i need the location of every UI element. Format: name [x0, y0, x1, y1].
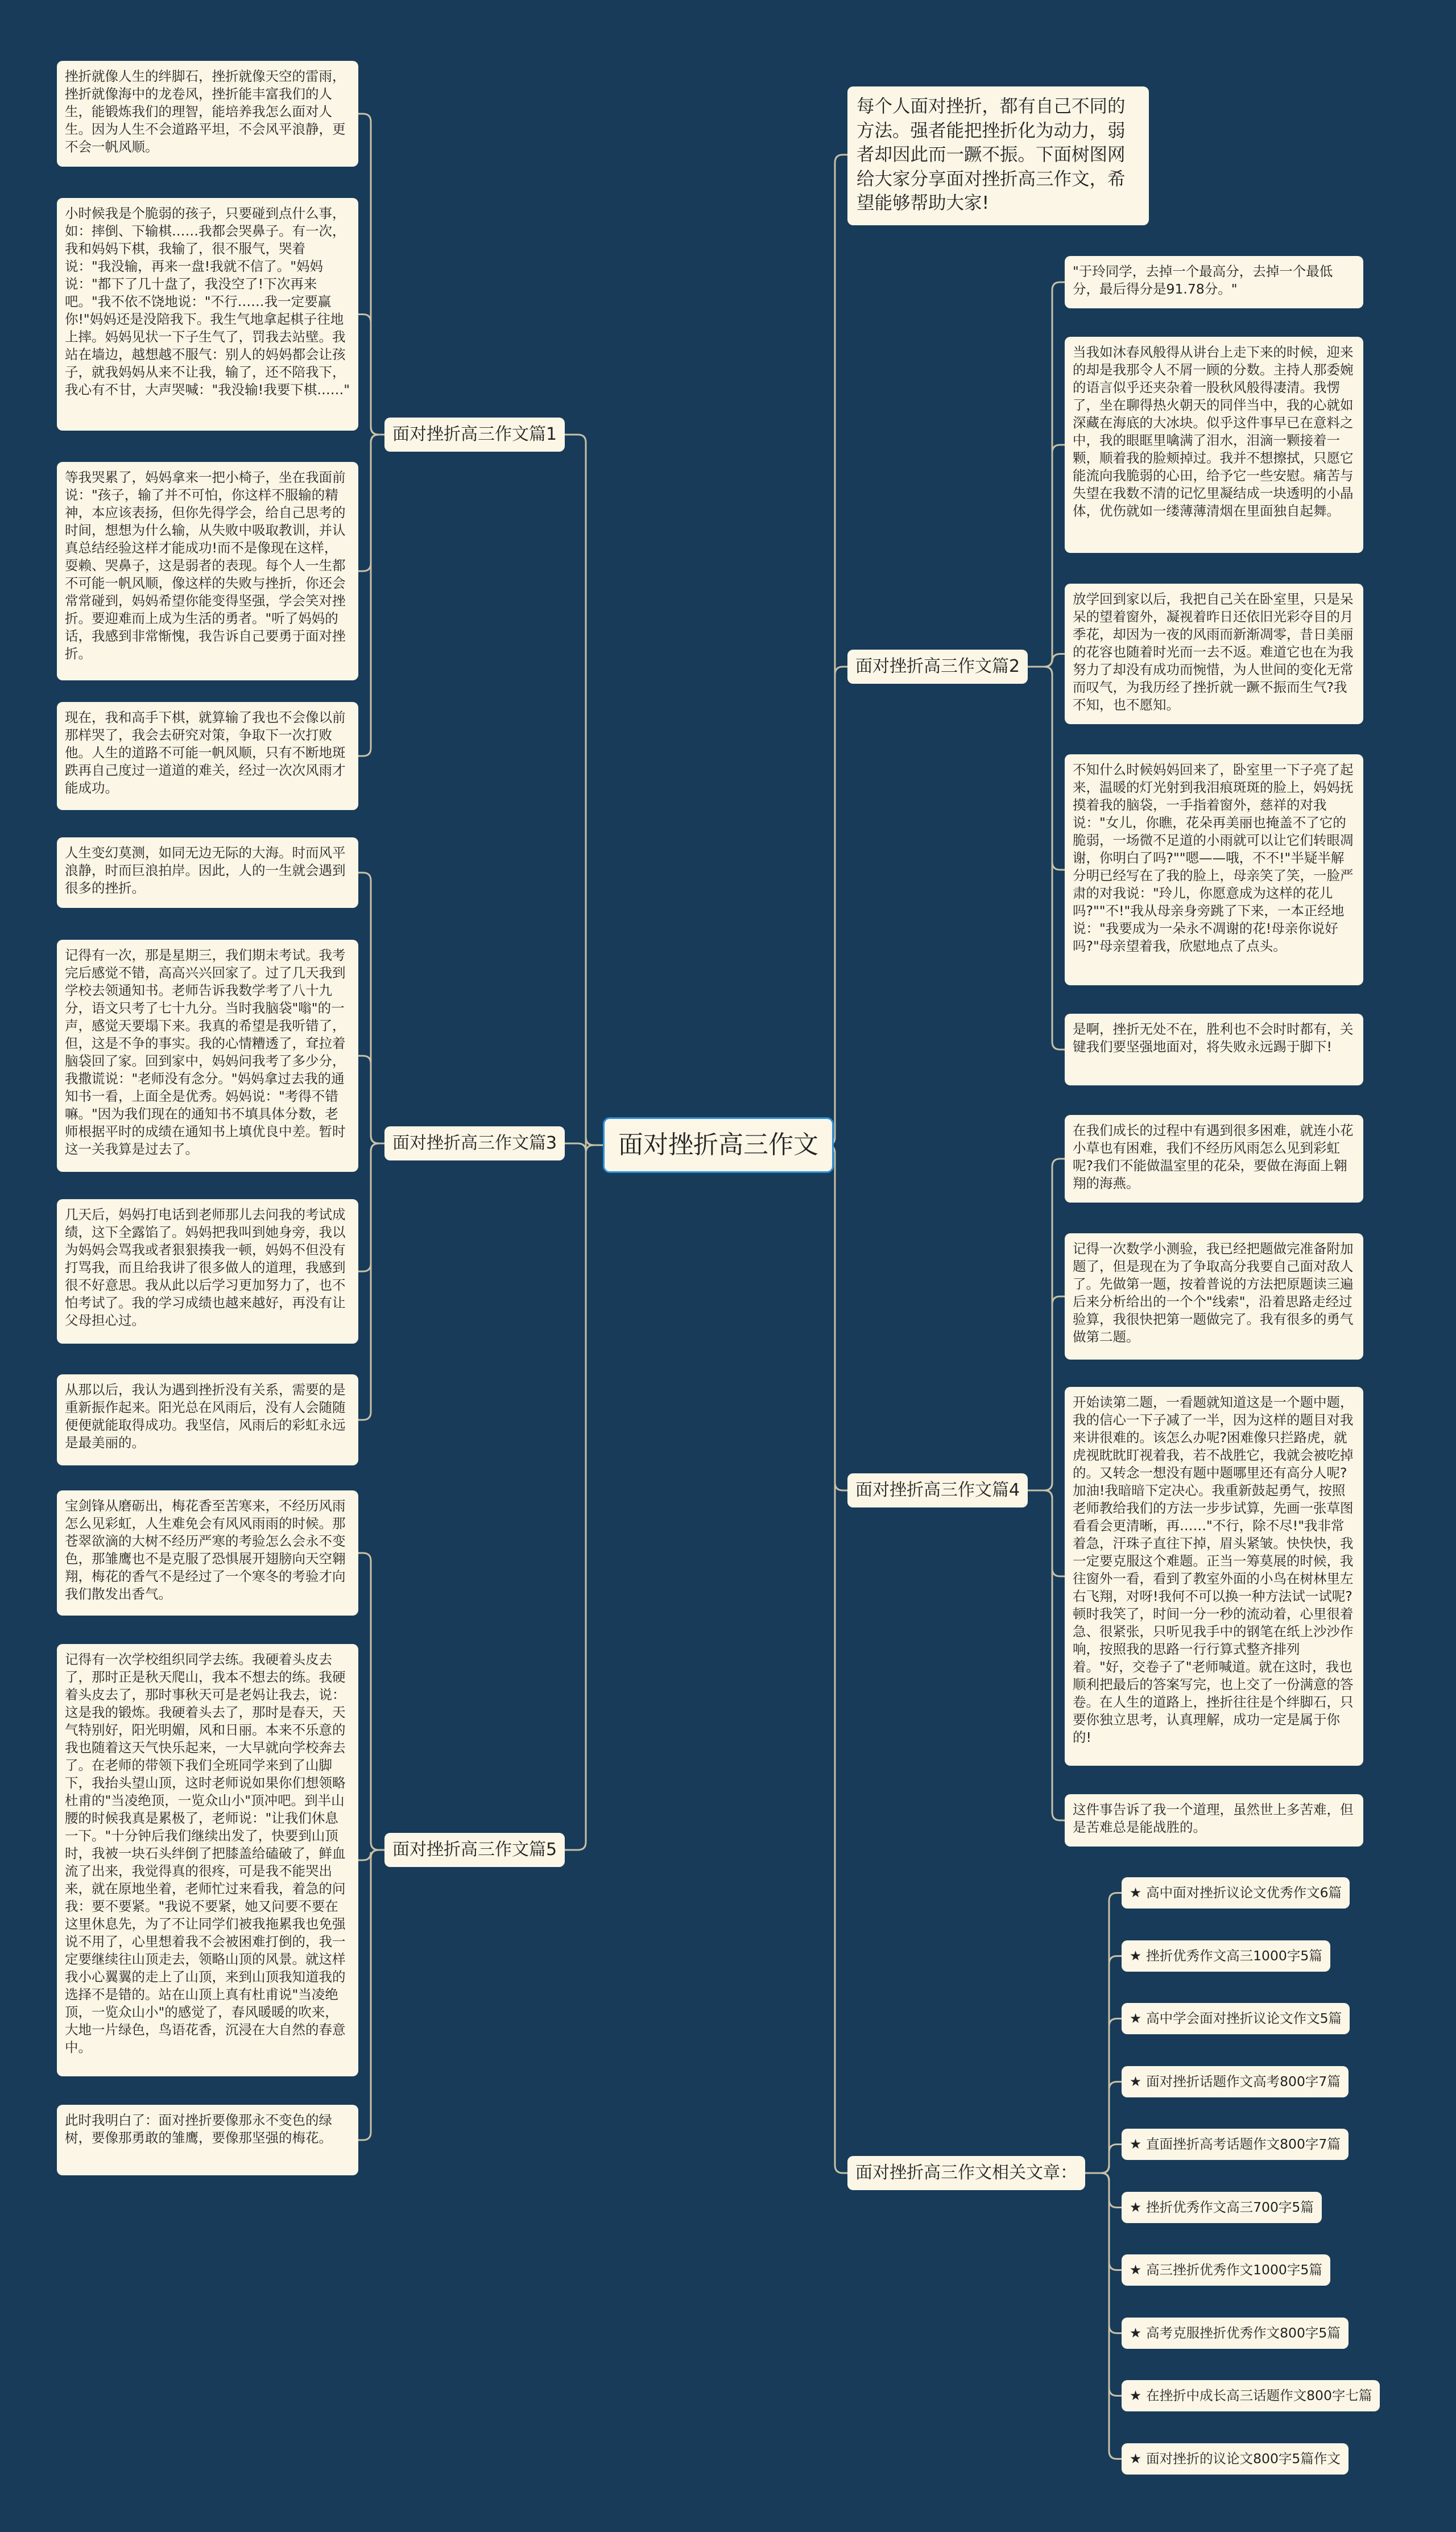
- star-icon: ★: [1130, 1885, 1142, 1901]
- star-icon: ★: [1130, 2136, 1142, 2152]
- leaf-connector: [1085, 2173, 1122, 2459]
- star-icon: ★: [1130, 2199, 1142, 2215]
- related-link-label: 直面挫折高考话题作文800字7篇: [1146, 2136, 1341, 2152]
- leaf-connector: [1085, 2173, 1122, 2333]
- branch-4-leaf-3: 开始读第二题，一看题就知道这是一个题中题，我的信心一下子减了一半，因为这样的题目对我来讲很难的。该怎么办呢?困难像只拦路虎，就虎视眈眈盯视着我，若不战胜它，我就会被吃掉的。又转念一想没有题中题哪里还有高分人呢?加油!我暗暗下定决心。我重新鼓起勇气，按照老师教给我们的方法一步步试算，先画一张草图看看会更清晰，再……"不行，除不尽!"我非常着急，汗珠子直往下掉，眉头紧皱。快快快，我一定要克服这个难题。正当一筹莫展的时候，我往窗外一看，看到了教室外面的小鸟在树林里左右飞翔，对呀!我何不可以换一种方法试一试呢?顿时我笑了，时间一分一秒的流动着，心里很着急、很紧张，只听见我手中的钢笔在纸上沙沙作响，按照我的思路一行行算式整齐排列着。"好，交卷子了"老师喊道。就在这时，我也顺利把最后的答案写完，也上交了一份满意的答卷。在人生的道路上，挫折往往是个绊脚石，只要你独立思考，认真理解，成功一定是属于你的!: [1065, 1387, 1363, 1766]
- leaf-connector: [1085, 1893, 1122, 2174]
- branch-2-leaf-3: 放学回到家以后，我把自己关在卧室里，只是呆呆的望着窗外，凝视着昨日还依旧光彩夺目的月季花，却因为一夜的风雨而新渐凋零，昔日美丽的花容也随着时光而一去不返。难道它也在为我努力了却没有成功而惋惜，为人世间的变化无常而叹气，为我历经了挫折就一蹶不振而生气?我不知，也不愿知。: [1065, 584, 1363, 724]
- leaf-connector: [358, 1850, 384, 2140]
- branch-1[interactable]: 面对挫折高三作文篇1: [384, 418, 565, 452]
- leaf-connector: [1085, 2173, 1122, 2396]
- related-link[interactable]: [1122, 2192, 1322, 2223]
- leaf-connector: [1085, 2173, 1122, 2208]
- leaf-connector: [1085, 2145, 1122, 2174]
- leaf-connector: [1085, 2173, 1122, 2270]
- leaf-connector: [358, 1553, 384, 1850]
- center-connector: [827, 667, 847, 1145]
- branch-5[interactable]: 面对挫折高三作文篇5: [384, 1833, 565, 1867]
- related-link-label: 高中面对挫折议论文优秀作文6篇: [1146, 1885, 1342, 1901]
- branch-2[interactable]: 面对挫折高三作文篇2: [847, 650, 1028, 684]
- branch-1-leaf-4: 现在，我和高手下棋，就算输了我也不会像以前那样哭了，我会去研究对策，争取下一次打败他。人生的道路不可能一帆风顺，只有不断地斑跌再自己度过一道道的难关，经过一次次风雨才能成功。: [57, 702, 358, 810]
- related-link[interactable]: [1122, 2254, 1330, 2286]
- related-branch[interactable]: 面对挫折高三作文相关文章：: [847, 2156, 1085, 2190]
- center-connector: [827, 155, 847, 1145]
- branch-2-leaf-5: 是啊，挫折无处不在，胜利也不会时时都有，关键我们要坚强地面对，将失败永远踢于脚下!: [1065, 1014, 1363, 1085]
- star-icon: ★: [1130, 2073, 1142, 2089]
- leaf-connector: [358, 315, 384, 435]
- branch-4-leaf-2: 记得一次数学小测验，我已经把题做完准备附加题了，但是现在为了争取高分我要自己面对敌人了。先做第一题，按着普说的方法把原题读三遍后来分析给出的一个个"线索"，沿着思路走经过验算，我很快把第一题做完了。我有很多的勇气做第二题。: [1065, 1233, 1363, 1360]
- branch-2-leaf-1: "于玲同学，去掉一个最高分，去掉一个最低分，最后得分是91.78分。": [1065, 256, 1363, 308]
- related-link-label: 面对挫折的议论文800字5篇作文: [1146, 2450, 1341, 2467]
- leaf-connector: [1028, 1296, 1065, 1490]
- branch-3-leaf-2: 记得有一次，那是星期三，我们期末考试。我考完后感觉不错，高高兴兴回家了。过了几天我到学校去领通知书。老师告诉我数学考了八十九分，语文只考了七十九分。当时我脑袋"嗡"的一声，感觉天要塌下来。我真的希望是我听错了，但，这是不争的事实。我的心情糟透了，耷拉着脑袋回了家。回到家中，妈妈问我考了多少分，我撒谎说："老师没有念分。"妈妈拿过去我的通知书一看，上面全是优秀。妈妈说："考得不错嘛。"因为我们现在的通知书不填具体分数，老师根据平时的成绩在通知书上填优良中差。暂时这一关我算是过去了。: [57, 940, 358, 1172]
- leaf-connector: [1028, 282, 1065, 667]
- center-connector: [565, 1145, 603, 1850]
- branch-3-leaf-1: 人生变幻莫测，如同无边无际的大海。时而风平浪静，时而巨浪拍岸。因此，人的一生就会遇到很多的挫折。: [57, 837, 358, 908]
- leaf-connector: [1028, 654, 1065, 667]
- related-link[interactable]: [1122, 2129, 1349, 2160]
- branch-4[interactable]: 面对挫折高三作文篇4: [847, 1473, 1028, 1507]
- center-topic[interactable]: 面对挫折高三作文: [603, 1117, 834, 1173]
- branch-4-leaf-4: 这件事告诉了我一个道理，虽然世上多苦难，但是苦难总是能战胜的。: [1065, 1794, 1363, 1847]
- related-link[interactable]: [1122, 2318, 1349, 2349]
- branch-2-leaf-2: 当我如沐春风般得从讲台上走下来的时候，迎来的却是我那令人不屑一顾的分数。主持人那委婉的语言似乎还夹杂着一股秋风般得凄清。我愣了，坐在聊得热火朝天的同伴当中，我的心就如深藏在海底的大冰块。似乎这件事早已在意料之中，我的眼眶里噙满了泪水，泪滴一颗接着一颗，顺着我的脸颊掉过。我并不想擦拭，只愿它能流向我脆弱的心田，给予它一些安慰。痛苦与失望在我数不清的记忆里凝结成一块透明的小晶体，优伤就如一缕薄薄清烟在里面独自起舞。: [1065, 337, 1363, 553]
- center-connector: [827, 1145, 847, 2173]
- branch-5-leaf-1: 宝剑锋从磨砺出，梅花香至苦寒来，不经历风雨怎么见彩虹，人生难免会有风风雨雨的时候。那苍翠欲滴的大树不经历严寒的考验怎么会永不变色，那雏鹰也不是克服了恐惧展开翅膀向天空翱翔，梅花的香气不是经过了一个寒冬的考验才向我们散发出香气。: [57, 1490, 358, 1616]
- leaf-connector: [1028, 1490, 1065, 1820]
- leaf-connector: [1085, 1956, 1122, 2174]
- related-link-label: 高考克服挫折优秀作文800字5篇: [1146, 2324, 1341, 2341]
- leaf-connector: [358, 1143, 384, 1420]
- intro-text: 每个人面对挫折，都有自己不同的方法。强者能把挫折化为动力，弱者却因此而一蹶不振。下面树图网给大家分享面对挫折高三作文，希望能够帮助大家!: [847, 86, 1149, 225]
- leaf-connector: [1028, 445, 1065, 667]
- related-link[interactable]: [1122, 1940, 1330, 1972]
- related-link[interactable]: [1122, 2066, 1349, 2097]
- star-icon: ★: [1130, 2010, 1142, 2026]
- branch-3-leaf-3: 几天后，妈妈打电话到老师那儿去问我的考试成绩，这下全露馅了。妈妈把我叫到她身旁，我以为妈妈会骂我或者狠狠揍我一顿，妈妈不但没有打骂我，而且给我讲了很多做人的道理，我感到很不好意思。我从此以后学习更加努力了，也不怕考试了。我的学习成绩也越来越好，再没有让父母担心过。: [57, 1199, 358, 1344]
- star-icon: ★: [1130, 2388, 1142, 2403]
- related-link-label: 面对挫折话题作文高考800字7篇: [1146, 2073, 1341, 2089]
- branch-3-leaf-4: 从那以后，我认为遇到挫折没有关系，需要的是重新振作起来。阳光总在风雨后，没有人会随随便便就能取得成功。我坚信，风雨后的彩虹永远是最美丽的。: [57, 1374, 358, 1465]
- center-connector: [565, 435, 603, 1145]
- related-link-label: 在挫折中成长高三话题作文800字七篇: [1146, 2388, 1372, 2403]
- branch-1-leaf-1: 挫折就像人生的绊脚石，挫折就像天空的雷雨，挫折就像海中的龙卷风，挫折能丰富我们的人生，能锻炼我们的理智，能培养我怎么面对人生。因为人生不会道路平坦，不会风平浪静，更不会一帆风顺。: [57, 61, 358, 167]
- related-link-label: 高三挫折优秀作文1000字5篇: [1146, 2262, 1322, 2278]
- branch-5-leaf-2: 记得有一次学校组织同学去练。我硬着头皮去了，那时正是秋天爬山，我本不想去的练。我硬着头皮去了，那时事秋天可是老妈让我去，说：这是我的锻炼。我硬着头去了，那时是春天，天气特别好，阳光明媚，风和日丽。本来不乐意的我也随着这天气快乐起来，一大早就向学校奔去了。在老师的带领下我们全班同学来到了山脚下，我抬头望山顶，这时老师说如果你们想领略杜甫的"当凌绝顶，一览众山小"顶冲吧。到半山腰的时候我真是累极了，老师说："让我们休息一下。"十分钟后我们继续出发了，快要到山顶时，我被一块石头绊倒了把膝盖给磕破了，鲜血流了出来，我觉得真的很疼，可是我不能哭出来，就在原地坐着，老师忙过来看我，着急的问我：要不要紧。"我说不要紧，她又问要不要在这里休息先，为了不让同学们被我拖累我也免强说不用了，心里想着我不会被困难打倒的，我一定要继续往山顶走去，领略山顶的风景。就这样我小心翼翼的走上了山顶，来到山顶我知道我的选择不是错的。站在山顶上真有杜甫说"当凌绝顶，一览众山小"的感觉了，春风暖暖的吹来，大地一片绿色，鸟语花香，沉浸在大自然的春意中。: [57, 1644, 358, 2076]
- star-icon: ★: [1130, 2450, 1142, 2467]
- related-link[interactable]: [1122, 2380, 1380, 2411]
- leaf-connector: [1085, 2019, 1122, 2174]
- leaf-connector: [1085, 2082, 1122, 2174]
- leaf-connector: [358, 435, 384, 756]
- related-link[interactable]: [1122, 2003, 1350, 2034]
- related-link[interactable]: [1122, 2443, 1349, 2475]
- star-icon: ★: [1130, 2324, 1142, 2341]
- leaf-connector: [1028, 1490, 1065, 1576]
- related-link-label: 高中学会面对挫折议论文作文5篇: [1146, 2010, 1342, 2026]
- star-icon: ★: [1130, 1947, 1142, 1964]
- leaf-connector: [1028, 1159, 1065, 1490]
- branch-2-leaf-4: 不知什么时候妈妈回来了，卧室里一下子亮了起来，温暖的灯光射到我泪痕斑斑的脸上，妈妈抚摸着我的脑袋，一手指着窗外，慈祥的对我说："女儿，你瞧，花朵再美丽也掩盖不了它的脆弱，一场微不足道的小雨就可以让它们转眼凋谢，你明白了吗?""嗯——哦，不不!"半疑半解分明已经写在了我的脸上，母亲笑了笑，一脸严肃的对我说："玲儿，你愿意成为这样的花儿吗?""不!"我从母亲身旁跳了下来，一本正经地说："我要成为一朵永不凋谢的花!母亲你说好吗?"母亲望着我，欣慰地点了点头。: [1065, 754, 1363, 985]
- related-link[interactable]: [1122, 1877, 1350, 1909]
- leaf-connector: [1028, 667, 1065, 870]
- related-link-label: 挫折优秀作文高三700字5篇: [1146, 2199, 1314, 2215]
- star-icon: ★: [1130, 2262, 1142, 2278]
- center-connector: [827, 1145, 847, 1490]
- related-link-label: 挫折优秀作文高三1000字5篇: [1146, 1947, 1322, 1964]
- branch-1-leaf-2: 小时候我是个脆弱的孩子，只要碰到点什么事，如：摔倒、下输棋……我都会哭鼻子。有一次，我和妈妈下棋，我输了，很不服气，哭着说："我没输，再来一盘!我就不信了。"妈妈说："都下了几十盘了，我没空了!下次再来吧。"我不依不饶地说："不行……我一定要赢你!"妈妈还是没陪我下。我生气地拿起棋子往地上摔。妈妈见状一下子生气了，罚我去站壁。我站在墙边，越想越不服气：别人的妈妈都会让孩子，就我妈妈从来不让我，输了，还不陪我下，我心有不甘，大声哭喊："我没输!我要下棋……": [57, 198, 358, 431]
- branch-3[interactable]: 面对挫折高三作文篇3: [384, 1126, 565, 1160]
- leaf-connector: [358, 1056, 384, 1143]
- branch-4-leaf-1: 在我们成长的过程中有遇到很多困难，就连小花小草也有困难，我们不经历风雨怎么见到彩虹呢?我们不能做温室里的花朵，要做在海面上翱翔的海燕。: [1065, 1115, 1363, 1203]
- branch-1-leaf-3: 等我哭累了，妈妈拿来一把小椅子，坐在我面前说："孩子，输了并不可怕，你这样不服输的精神，本应该表扬，但你先得学会，给自己思考的时间，想想为什么输，从失败中吸取教训，并认真总结经验这样才能成功!而不是像现在这样，耍赖、哭鼻子，这是弱者的表现。每个人一生都不可能一帆风顺，像这样的失败与挫折，你还会常常碰到，妈妈希望你能变得坚强，学会笑对挫折。要迎难而上成为生活的勇者。"听了妈妈的话，我感到非常惭愧，我告诉自己要勇于面对挫折。: [57, 462, 358, 680]
- leaf-connector: [1028, 667, 1065, 1050]
- branch-5-leaf-3: 此时我明白了：面对挫折要像那永不变色的绿树，要像那勇敢的雏鹰，要像那坚强的梅花。: [57, 2105, 358, 2175]
